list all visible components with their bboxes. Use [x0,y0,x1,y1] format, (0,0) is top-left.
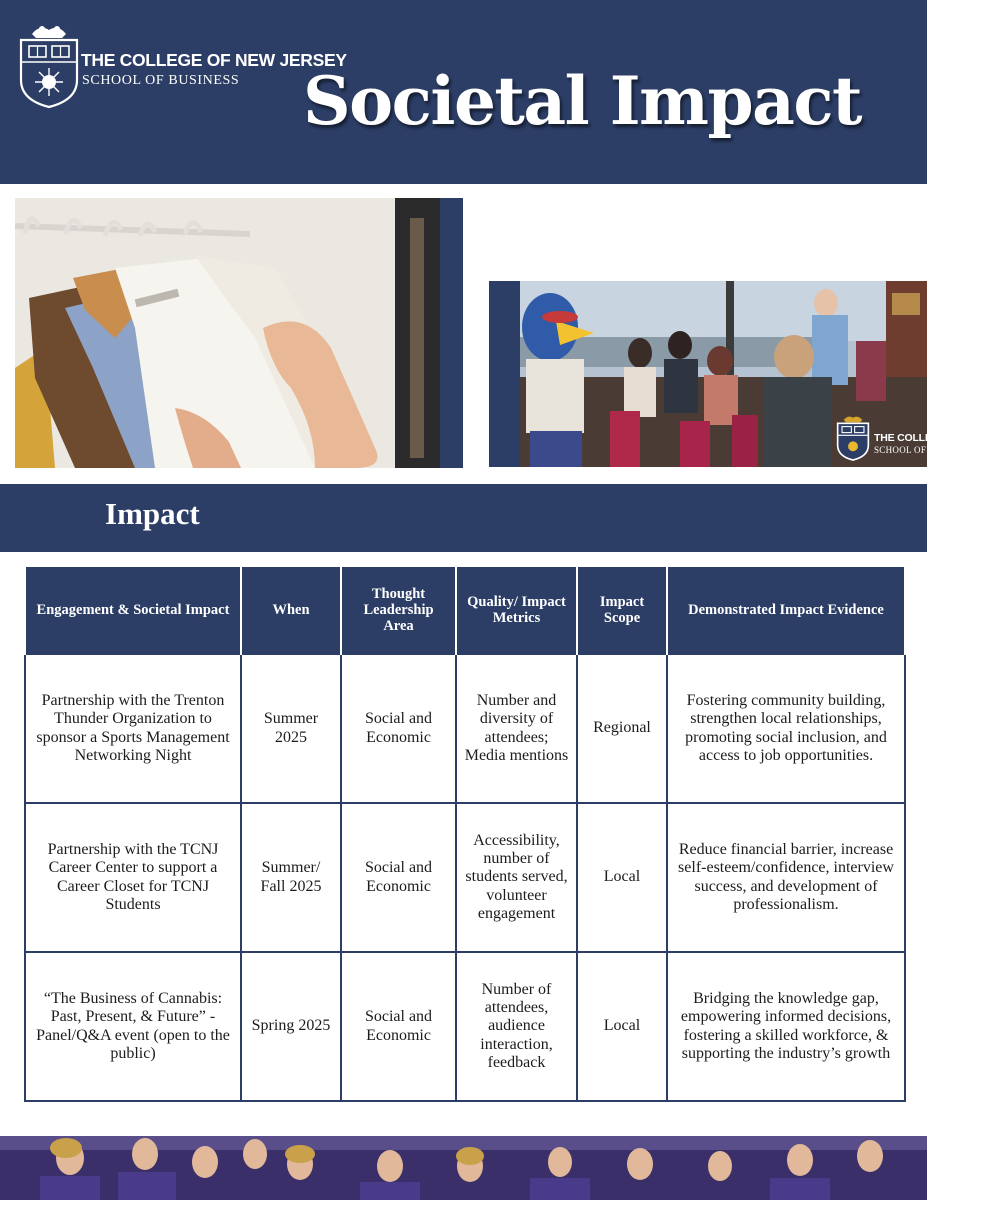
page-title: Societal Impact [303,62,862,140]
school-name: SCHOOL OF BUSINESS [82,73,240,88]
clothing-rack-photo [15,198,463,468]
cell-evidence: Bridging the knowledge gap, empowering informed decisions, fostering a skilled workforce, & supporting the industry’s growth [667,952,905,1101]
cell-evidence: Fostering community building, strengthen local relationships, promoting social inclusion, and access to job opportunities. [667,654,905,803]
watermark-school-name: SCHOOL OF BUSIN [874,445,958,455]
event-audience-photo [489,281,990,467]
cell-evidence: Reduce financial barrier, increase self-esteem/confidence, interview success, and development of professionalism. [667,803,905,952]
watermark-college-name: THE COLLEGE OF NEW [874,432,990,444]
cell-area: Social and Economic [341,654,456,803]
cell-metrics: Number and diversity of attendees; Media mentions [456,654,577,803]
impact-table [24,567,906,1102]
college-name: THE COLLEGE OF NEW JERSEY [81,50,347,70]
cell-metrics: Accessibility, number of students served, volunteer engagement [456,803,577,952]
cell-scope: Regional [577,654,667,803]
cell-engagement: “The Business of Cannabis: Past, Present, & Future” - Panel/Q&A event (open to the public) [25,952,241,1101]
table-row [25,952,905,1101]
table-row [25,654,905,803]
cell-engagement: Partnership with the TCNJ Career Center to support a Career Closet for TCNJ Students [25,803,241,952]
student-group-illustration [0,1136,927,1200]
cell-scope: Local [577,952,667,1101]
cell-area: Social and Economic [341,803,456,952]
table-header-row [25,567,905,654]
header-when: When [241,567,341,654]
cell-area: Social and Economic [341,952,456,1101]
table-row [25,803,905,952]
college-seal-logo [18,22,80,108]
cell-metrics: Number of attendees, audience interaction, feedback [456,952,577,1101]
student-group-photo [0,1136,927,1200]
cell-engagement: Partnership with the Trenton Thunder Organization to sponsor a Sports Management Networking Night [25,654,241,803]
header-engagement: Engagement & Societal Impact [25,567,241,654]
impact-section-heading: Impact [105,496,200,531]
header-demonstrated-evidence: Demonstrated Impact Evidence [667,567,905,654]
header-impact-scope: Impact Scope [577,567,667,654]
header-thought-leadership-area: Thought Leadership Area [341,567,456,654]
cell-when: Summer/ Fall 2025 [241,803,341,952]
clothing-rack-illustration [15,198,440,468]
watermark-seal-logo [836,412,870,462]
header-quality-metrics: Quality/ Impact Metrics [456,567,577,654]
cell-when: Summer 2025 [241,654,341,803]
cell-scope: Local [577,803,667,952]
cell-when: Spring 2025 [241,952,341,1101]
